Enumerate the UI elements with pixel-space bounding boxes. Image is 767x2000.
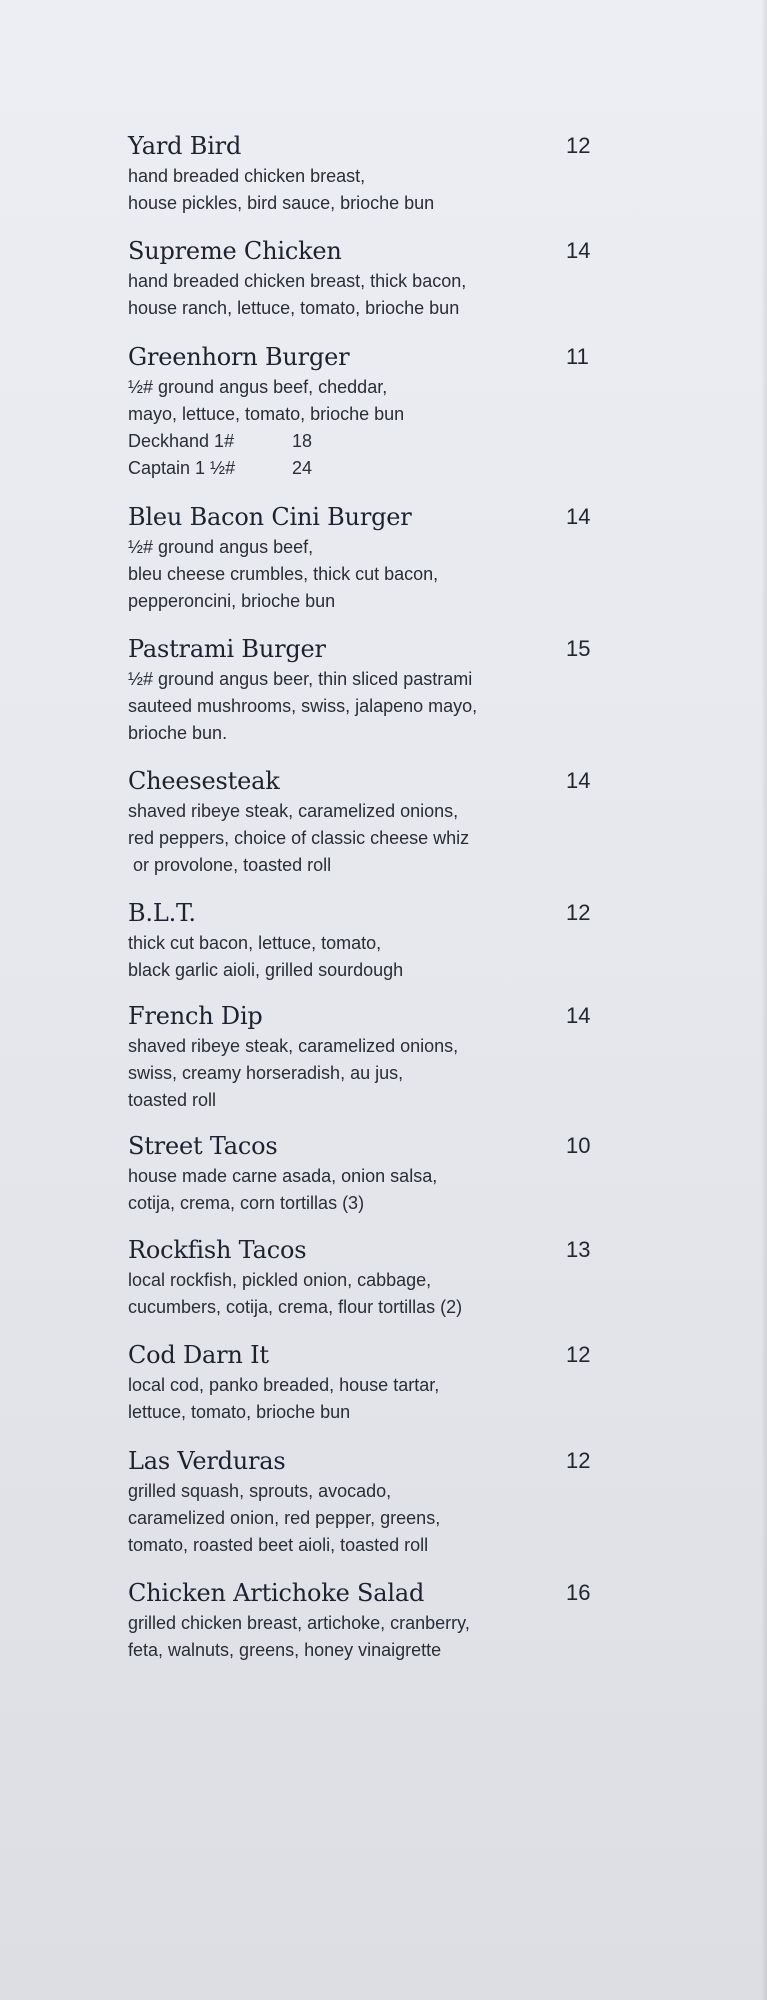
size-option bbox=[128, 428, 608, 455]
menu-item-name: Cod Darn It bbox=[128, 1341, 269, 1369]
size-option bbox=[128, 455, 608, 482]
menu-item bbox=[128, 1235, 608, 1321]
menu-item-description: hand breaded chicken breast, house pickles, bird sauce, brioche bun bbox=[128, 166, 435, 213]
size-option-label: Captain 1 ½# bbox=[128, 458, 236, 478]
menu-item bbox=[128, 766, 608, 879]
menu-item-name: French Dip bbox=[128, 1002, 263, 1030]
menu-item-name: Las Verduras bbox=[128, 1447, 286, 1475]
menu-item bbox=[128, 1446, 608, 1559]
size-options bbox=[128, 428, 608, 482]
menu-item-price: 15 bbox=[566, 636, 591, 661]
menu-item bbox=[128, 131, 608, 217]
menu-item-price: 16 bbox=[566, 1580, 591, 1605]
menu-item-name: Pastrami Burger bbox=[128, 635, 326, 663]
menu-item bbox=[128, 898, 608, 984]
menu-item-name: Chicken Artichoke Salad bbox=[128, 1579, 425, 1607]
menu-item bbox=[128, 1340, 608, 1426]
menu-item-price: 12 bbox=[566, 900, 591, 925]
menu-item-price: 10 bbox=[566, 1133, 591, 1158]
size-option-price: 18 bbox=[292, 431, 313, 451]
menu-item-price: 14 bbox=[566, 1003, 591, 1028]
menu-item-description: thick cut bacon, lettuce, tomato, black garlic aioli, grilled sourdough bbox=[128, 933, 404, 980]
menu-item bbox=[128, 502, 608, 615]
menu-item-price: 12 bbox=[566, 1448, 591, 1473]
menu-item-price: 14 bbox=[566, 768, 591, 793]
menu-item bbox=[128, 1131, 608, 1217]
size-option-label: Deckhand 1# bbox=[128, 431, 235, 451]
menu-item-description: hand breaded chicken breast, thick bacon, house ranch, lettuce, tomato, brioche bun bbox=[128, 271, 467, 318]
menu-item bbox=[128, 1001, 608, 1114]
menu-item-price: 12 bbox=[566, 1342, 591, 1367]
menu-item-description: local rockfish, pickled onion, cabbage, cucumbers, cotija, crema, flour tortillas (2) bbox=[128, 1270, 463, 1317]
menu-item-description: grilled chicken breast, artichoke, cranberry, feta, walnuts, greens, honey vinaigrette bbox=[128, 1613, 470, 1660]
menu-item-price: 13 bbox=[566, 1237, 591, 1262]
menu-item-price: 12 bbox=[566, 133, 591, 158]
menu-item-price: 14 bbox=[566, 238, 591, 263]
menu-item-description: shaved ribeye steak, caramelized onions, red peppers, choice of classic cheese whiz or provolone, toasted roll bbox=[128, 801, 470, 875]
menu-item bbox=[128, 342, 608, 482]
menu-item-name: B.L.T. bbox=[128, 899, 196, 927]
menu-item-description: grilled squash, sprouts, avocado, caramelized onion, red pepper, greens, tomato, roasted beet aioli, toasted roll bbox=[128, 1481, 441, 1555]
menu-item-name: Bleu Bacon Cini Burger bbox=[128, 503, 412, 531]
menu-item-price: 14 bbox=[566, 504, 591, 529]
menu-item-name: Yard Bird bbox=[128, 132, 242, 160]
menu-item-name: Cheesesteak bbox=[128, 767, 280, 795]
menu-item bbox=[128, 1578, 608, 1664]
menu-item-name: Supreme Chicken bbox=[128, 237, 342, 265]
menu-item-description: shaved ribeye steak, caramelized onions, swiss, creamy horseradish, au jus, toasted roll bbox=[128, 1036, 459, 1110]
menu-item-name: Rockfish Tacos bbox=[128, 1236, 307, 1264]
menu-item bbox=[128, 236, 608, 322]
menu-item-price: 11 bbox=[566, 344, 589, 369]
menu-item-description: local cod, panko breaded, house tartar, lettuce, tomato, brioche bun bbox=[128, 1375, 440, 1422]
menu-item-name: Greenhorn Burger bbox=[128, 343, 350, 371]
menu-item-description: house made carne asada, onion salsa, cotija, crema, corn tortillas (3) bbox=[128, 1166, 438, 1213]
menu-item-description: ½# ground angus beer, thin sliced pastrami sauteed mushrooms, swiss, jalapeno mayo, brioche bun. bbox=[128, 669, 478, 743]
size-option-price: 24 bbox=[292, 458, 313, 478]
menu-item-description: ½# ground angus beef, bleu cheese crumbles, thick cut bacon, pepperoncini, brioche bun bbox=[128, 537, 439, 611]
menu-item-description: ½# ground angus beef, cheddar, mayo, lettuce, tomato, brioche bun bbox=[128, 377, 405, 424]
menu-item bbox=[128, 634, 608, 747]
menu-item-name: Street Tacos bbox=[128, 1132, 278, 1160]
